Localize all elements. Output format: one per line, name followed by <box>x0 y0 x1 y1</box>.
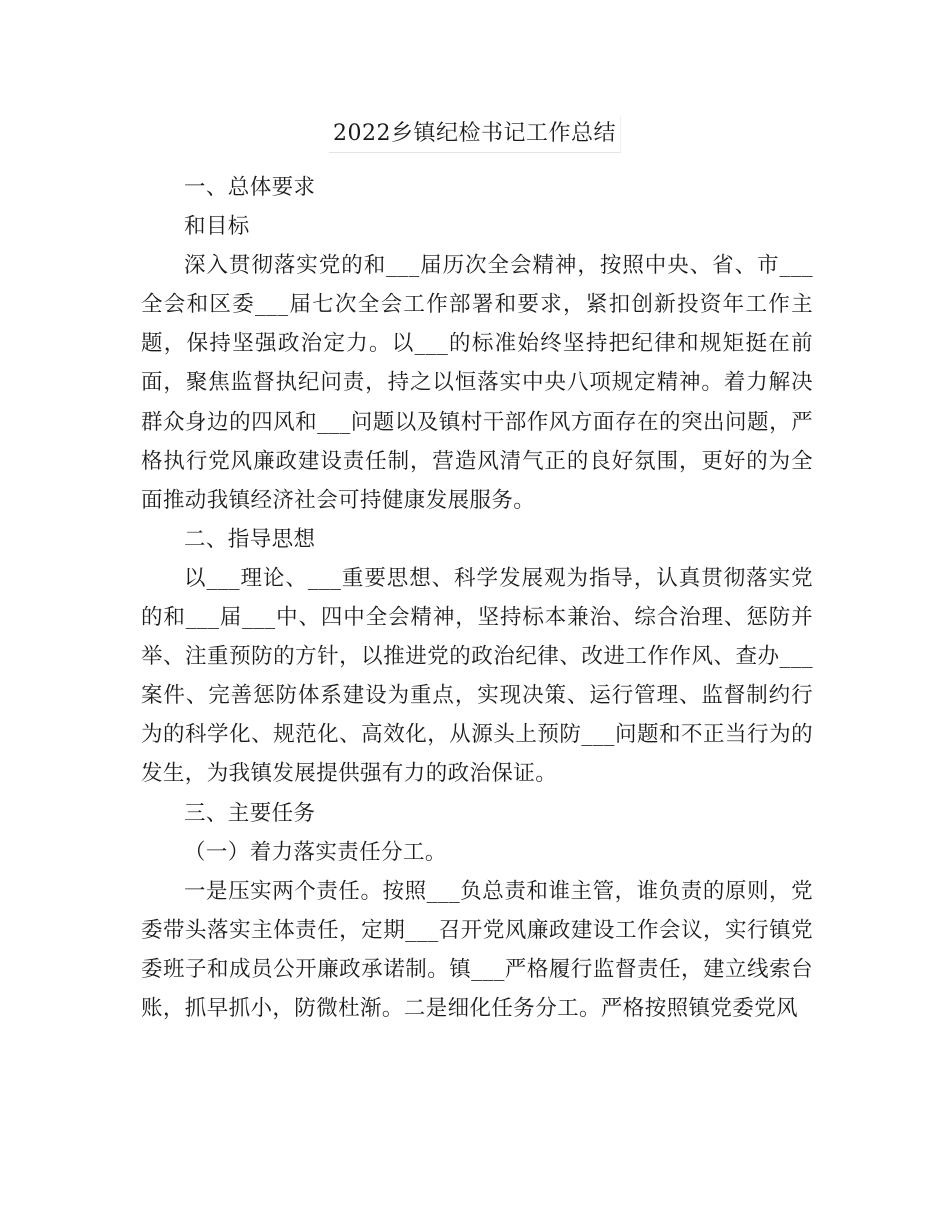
title-container <box>0 116 950 153</box>
section-heading-2: 二、指导思想 <box>184 526 316 552</box>
section-heading-3: 三、主要任务 <box>184 800 316 826</box>
paragraph-overall-requirements: 深入贯彻落实党的和___届历次全会精神，按照中央、省、市___全会和区委___届七次全会工作部署和要求，紧扣创新投资年工作主题，保持坚强政治定力。以___的标准始终坚持把纪律和规矩挺在前面，聚焦监督执纪问责，持之以恒落实中央八项规定精神。着力解决群众身边的四风和___问题以及镇村干部作风方面存在的突出问题，严格执行党风廉政建设责任制，营造风清气正的良好氛围，更好的为全面推动我镇经济社会可持健康发展服务。 <box>141 253 813 513</box>
document-title: 2022乡镇纪检书记工作总结 <box>329 116 621 153</box>
paragraph-responsibility: 一是压实两个责任。按照___负总责和谁主管，谁负责的原则，党委带头落实主体责任，定期___召开党风廉政建设工作会议，实行镇党委班子和成员公开廉政承诺制。镇___严格履行监督责任，建立线索台账，抓早抓小，防微杜渐。二是细化任务分工。严格按照镇党委党风 <box>141 878 813 1021</box>
section-heading-1-continued: 和目标 <box>184 214 250 240</box>
paragraph-guiding-ideology: 以___理论、___重要思想、科学发展观为指导，认真贯彻落实党的和___届___中、四中全会精神，坚持标本兼治、综合治理、惩防并举、注重预防的方针，以推进党的政治纪律、改进工作作风、查办___案件、完善惩防体系建设为重点，实现决策、运行管理、监督制约行为的科学化、规范化、高效化，从源头上预防___问题和不正当行为的发生，为我镇发展提供强有力的政治保证。 <box>141 565 813 787</box>
subsection-heading-1: （一）着力落实责任分工。 <box>184 839 447 865</box>
section-heading-1: 一、总体要求 <box>184 175 316 200</box>
document-body <box>141 168 813 1028</box>
